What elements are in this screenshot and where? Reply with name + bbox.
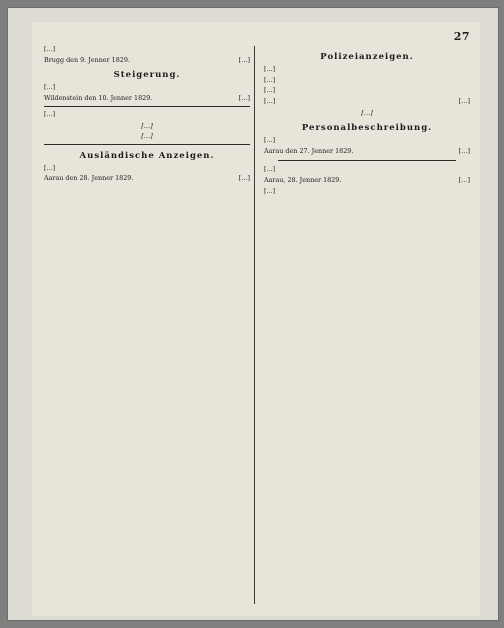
police-paragraph-3: […] (264, 87, 276, 94)
police-paragraph-4: […] (264, 166, 276, 173)
police-office-3: […] (458, 175, 470, 184)
person-place-date: Aarau den 27. Jenner 1829. (264, 146, 354, 155)
page-number: 27 (453, 30, 470, 43)
left-column (44, 46, 250, 606)
police-signature-1 (264, 98, 470, 106)
auslaendische-paragraph: […] (44, 164, 56, 172)
section-heading-steigerung: Steigerung. (113, 70, 181, 80)
section-heading-polizeianzeigen: Polizeianzeigen. (320, 52, 414, 62)
auslaendische-place-date: Aarau den 28. Jenner 1829. (44, 174, 134, 182)
police-paragraph-5: […] (264, 188, 276, 195)
column-rule (254, 46, 255, 604)
notice-signature: […] (141, 131, 153, 140)
police-paragraph-2: […] (264, 76, 276, 84)
auslaendische-office: […] (238, 174, 250, 182)
intro-place-date: Brugg den 9. Jenner 1829. (44, 55, 130, 64)
divider (278, 160, 456, 161)
intro-signature (44, 57, 250, 65)
document-page (32, 22, 480, 616)
auslaendische-signature (44, 175, 250, 183)
section-heading-personalbeschreibung: Personalbeschreibung. (301, 123, 433, 133)
intro-office: […] (238, 55, 250, 64)
police-paragraph-1: […] (264, 66, 276, 73)
section-heading-auslaendische: Ausländische Anzeigen. (79, 150, 215, 161)
right-column (264, 46, 470, 606)
person-office: […] (458, 146, 470, 155)
scanned-sheet (8, 8, 498, 620)
divider (44, 144, 250, 145)
intro-paragraph: […] (44, 46, 56, 53)
police-signer-1: […] (458, 96, 470, 105)
steigerung-place-date: Wildenstein den 10. Jenner 1829. (44, 93, 153, 102)
notice-paragraph: […] (44, 111, 56, 118)
steigerung-paragraph: […] (44, 84, 56, 91)
steigerung-names: […] (238, 93, 250, 102)
person-paragraph: […] (264, 137, 276, 144)
police-signature-3 (264, 177, 470, 185)
divider (44, 106, 250, 107)
police-place-date-1: […] (264, 96, 276, 105)
police-office-2: […] (361, 109, 373, 117)
notice-note: […] (141, 121, 153, 130)
person-signature (264, 148, 470, 156)
steigerung-signature (44, 95, 250, 103)
police-place-date-3: Aarau, 28. Jenner 1829. (264, 175, 342, 184)
